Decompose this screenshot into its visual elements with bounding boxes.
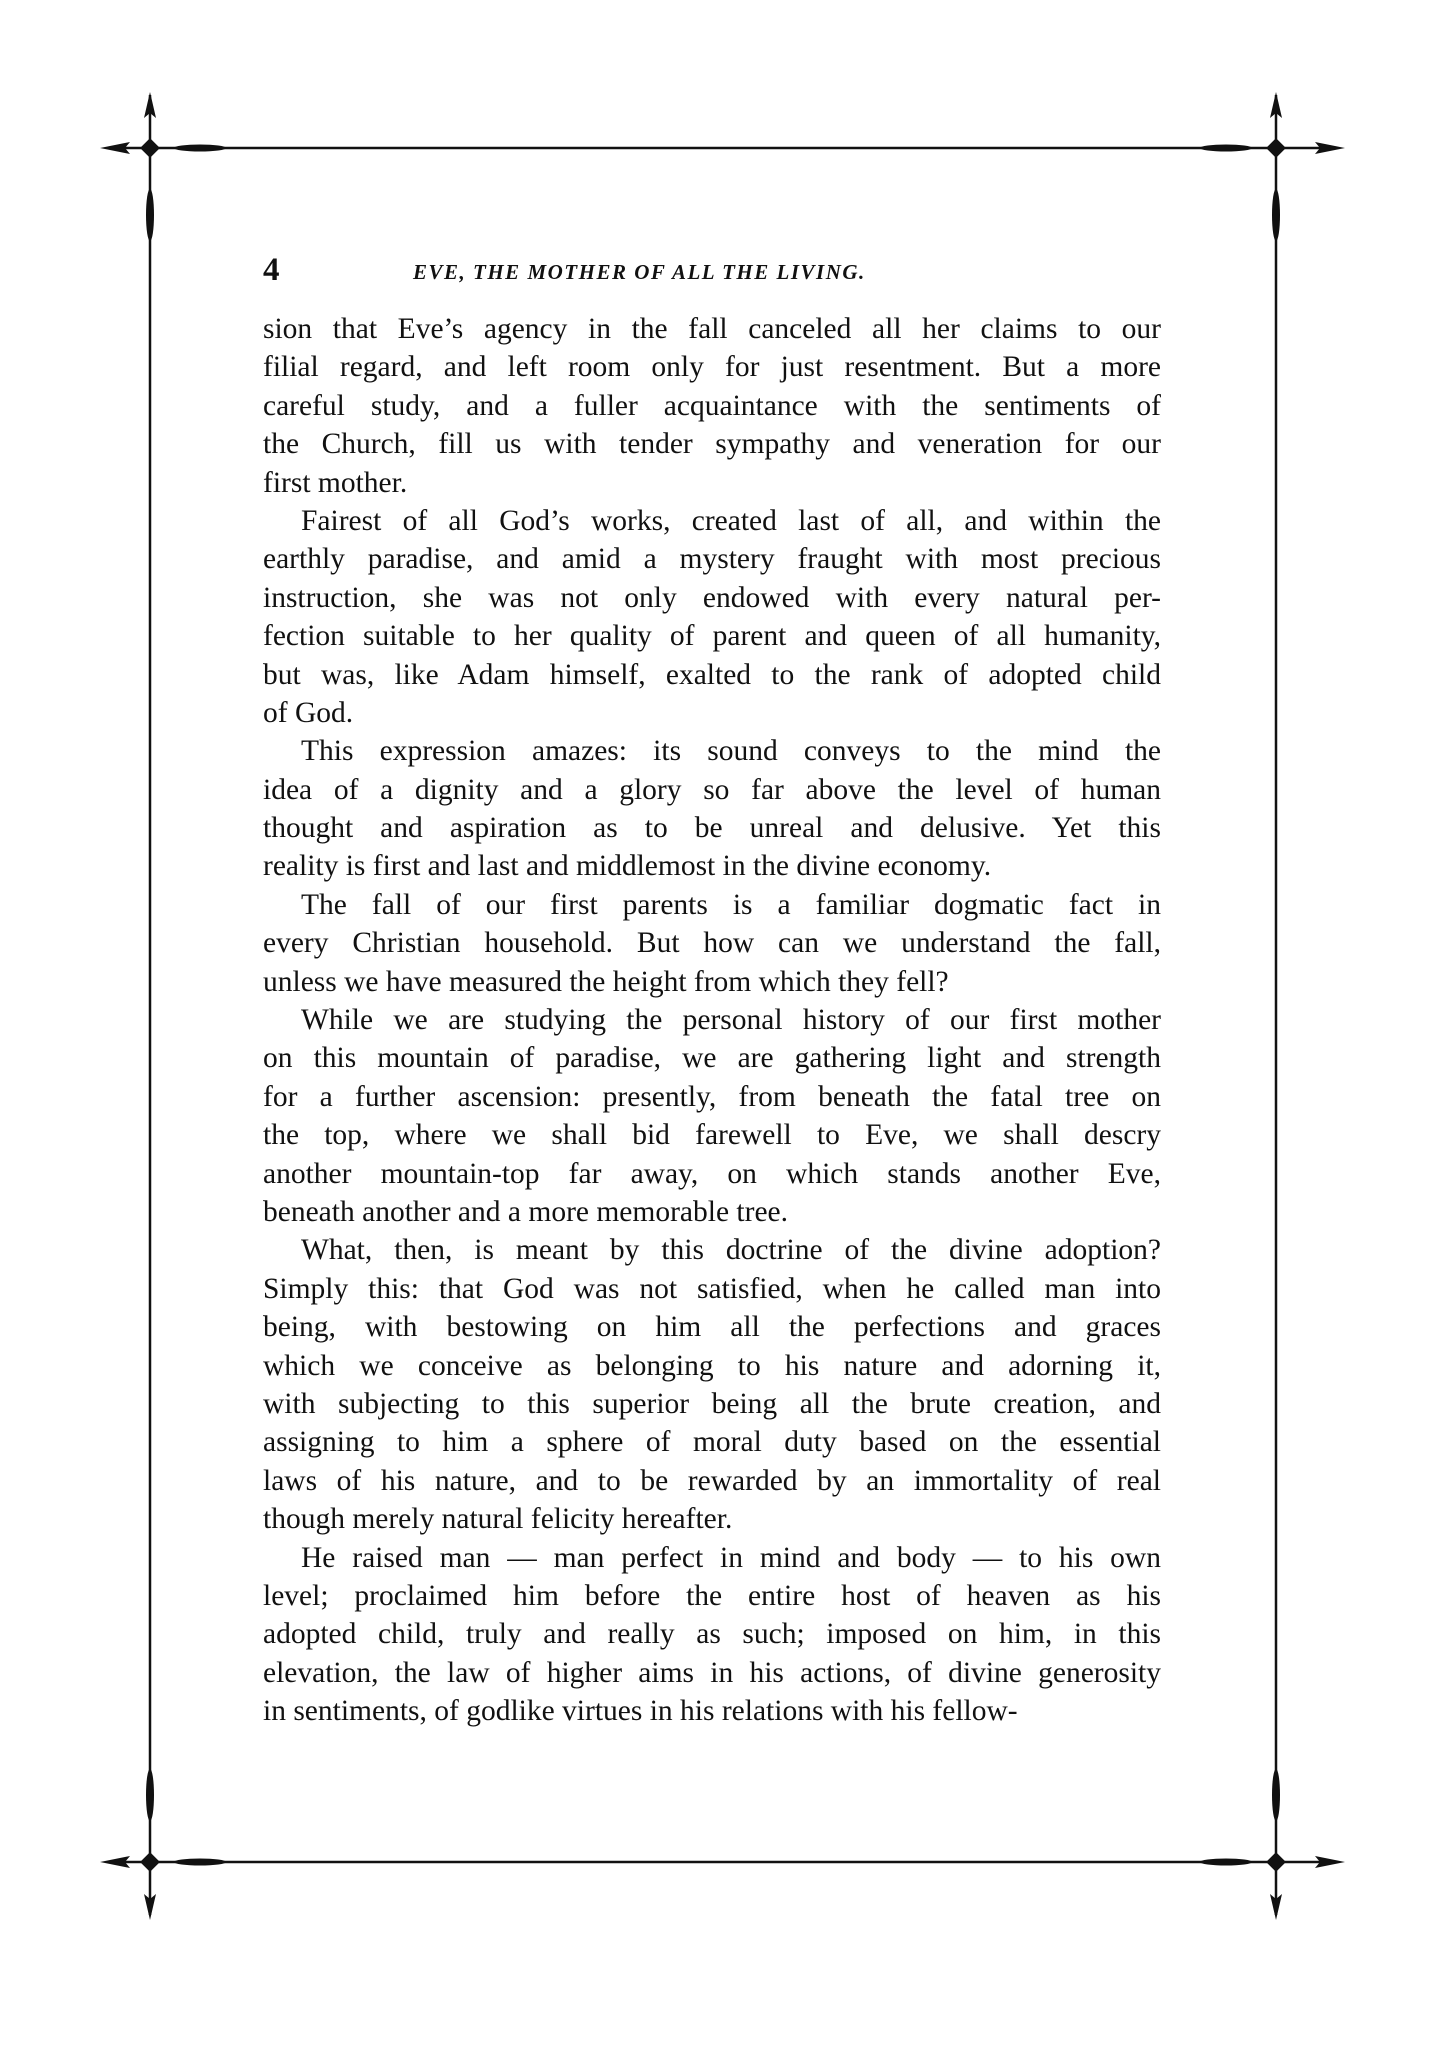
text-line: elevation, the law of higher aims in his actions, of divine generosity <box>263 1656 1161 1689</box>
paragraph <box>263 310 1161 502</box>
running-head: EVE, THE MOTHER OF ALL THE LIVING. <box>413 260 866 284</box>
text-line: unless we have measured the height from which they fell? <box>263 965 949 998</box>
text-line: careful study, and a fuller acquaintance with the sentiments of <box>263 389 1161 422</box>
page-header <box>263 252 1163 292</box>
text-line: idea of a dignity and a glory so far above the level of human <box>263 773 1161 806</box>
text-line: While we are studying the personal history of our first mother <box>301 1004 1161 1037</box>
text-line: being, with bestowing on him all the perfections and graces <box>263 1311 1161 1344</box>
text-line: with subjecting to this superior being all the brute creation, and <box>263 1387 1161 1420</box>
text-line: which we conceive as belonging to his nature and adorning it, <box>263 1349 1161 1382</box>
body-text <box>263 310 1161 1730</box>
text-line: for a further ascension: presently, from beneath the fatal tree on <box>263 1080 1161 1113</box>
text-line: thought and aspiration as to be unreal and delusive. Yet this <box>263 812 1161 845</box>
text-line: What, then, is meant by this doctrine of the divine adoption? <box>301 1234 1161 1267</box>
text-line: fection suitable to her quality of parent and queen of all humanity, <box>263 620 1161 653</box>
text-line: of God. <box>263 696 354 729</box>
page-number: 4 <box>263 252 280 288</box>
paragraph <box>263 1001 1161 1231</box>
text-line: sion that Eve’s agency in the fall canceled all her claims to our <box>263 313 1161 345</box>
paragraph <box>263 732 1161 886</box>
text-line: in sentiments, of godlike virtues in his relations with his fellow- <box>263 1695 1018 1728</box>
text-line: another mountain-top far away, on which stands another Eve, <box>263 1157 1161 1190</box>
text-line: Fairest of all God’s works, created last of all, and within the <box>301 504 1161 537</box>
text-line: reality is first and last and middlemost in the divine economy. <box>263 850 992 883</box>
text-line: He raised man — man perfect in mind and body — to his own <box>301 1541 1161 1574</box>
text-line: level; proclaimed him before the entire host of heaven as his <box>263 1579 1161 1612</box>
text-line: instruction, she was not only endowed with every natural per- <box>263 581 1161 614</box>
text-line: assigning to him a sphere of moral duty based on the essential <box>263 1426 1161 1459</box>
text-line: earthly paradise, and amid a mystery fraught with most precious <box>263 543 1161 576</box>
paragraph <box>263 1539 1161 1731</box>
text-line: This expression amazes: its sound conveys to the mind the <box>301 735 1161 768</box>
text-line: though merely natural felicity hereafter. <box>263 1503 733 1536</box>
text-line: but was, like Adam himself, exalted to the rank of adopted child <box>263 658 1161 691</box>
paragraph <box>263 886 1161 1001</box>
text-line: the Church, fill us with tender sympathy and veneration for our <box>263 428 1161 461</box>
paragraph <box>263 1231 1161 1538</box>
text-line: beneath another and a more memorable tree. <box>263 1195 789 1228</box>
text-line: on this mountain of paradise, we are gathering light and strength <box>263 1042 1161 1075</box>
text-line: The fall of our first parents is a familiar dogmatic fact in <box>301 888 1161 921</box>
text-line: adopted child, truly and really as such; imposed on him, in this <box>263 1618 1161 1651</box>
text-line: every Christian household. But how can we understand the fall, <box>263 927 1161 960</box>
text-line: Simply this: that God was not satisfied, when he called man into <box>263 1272 1161 1305</box>
paragraph <box>263 502 1161 732</box>
text-line: filial regard, and left room only for just resentment. But a more <box>263 351 1161 384</box>
text-line: laws of his nature, and to be rewarded by an immortality of real <box>263 1464 1161 1497</box>
text-line: first mother. <box>263 466 408 499</box>
text-line: the top, where we shall bid farewell to Eve, we shall descry <box>263 1119 1161 1152</box>
